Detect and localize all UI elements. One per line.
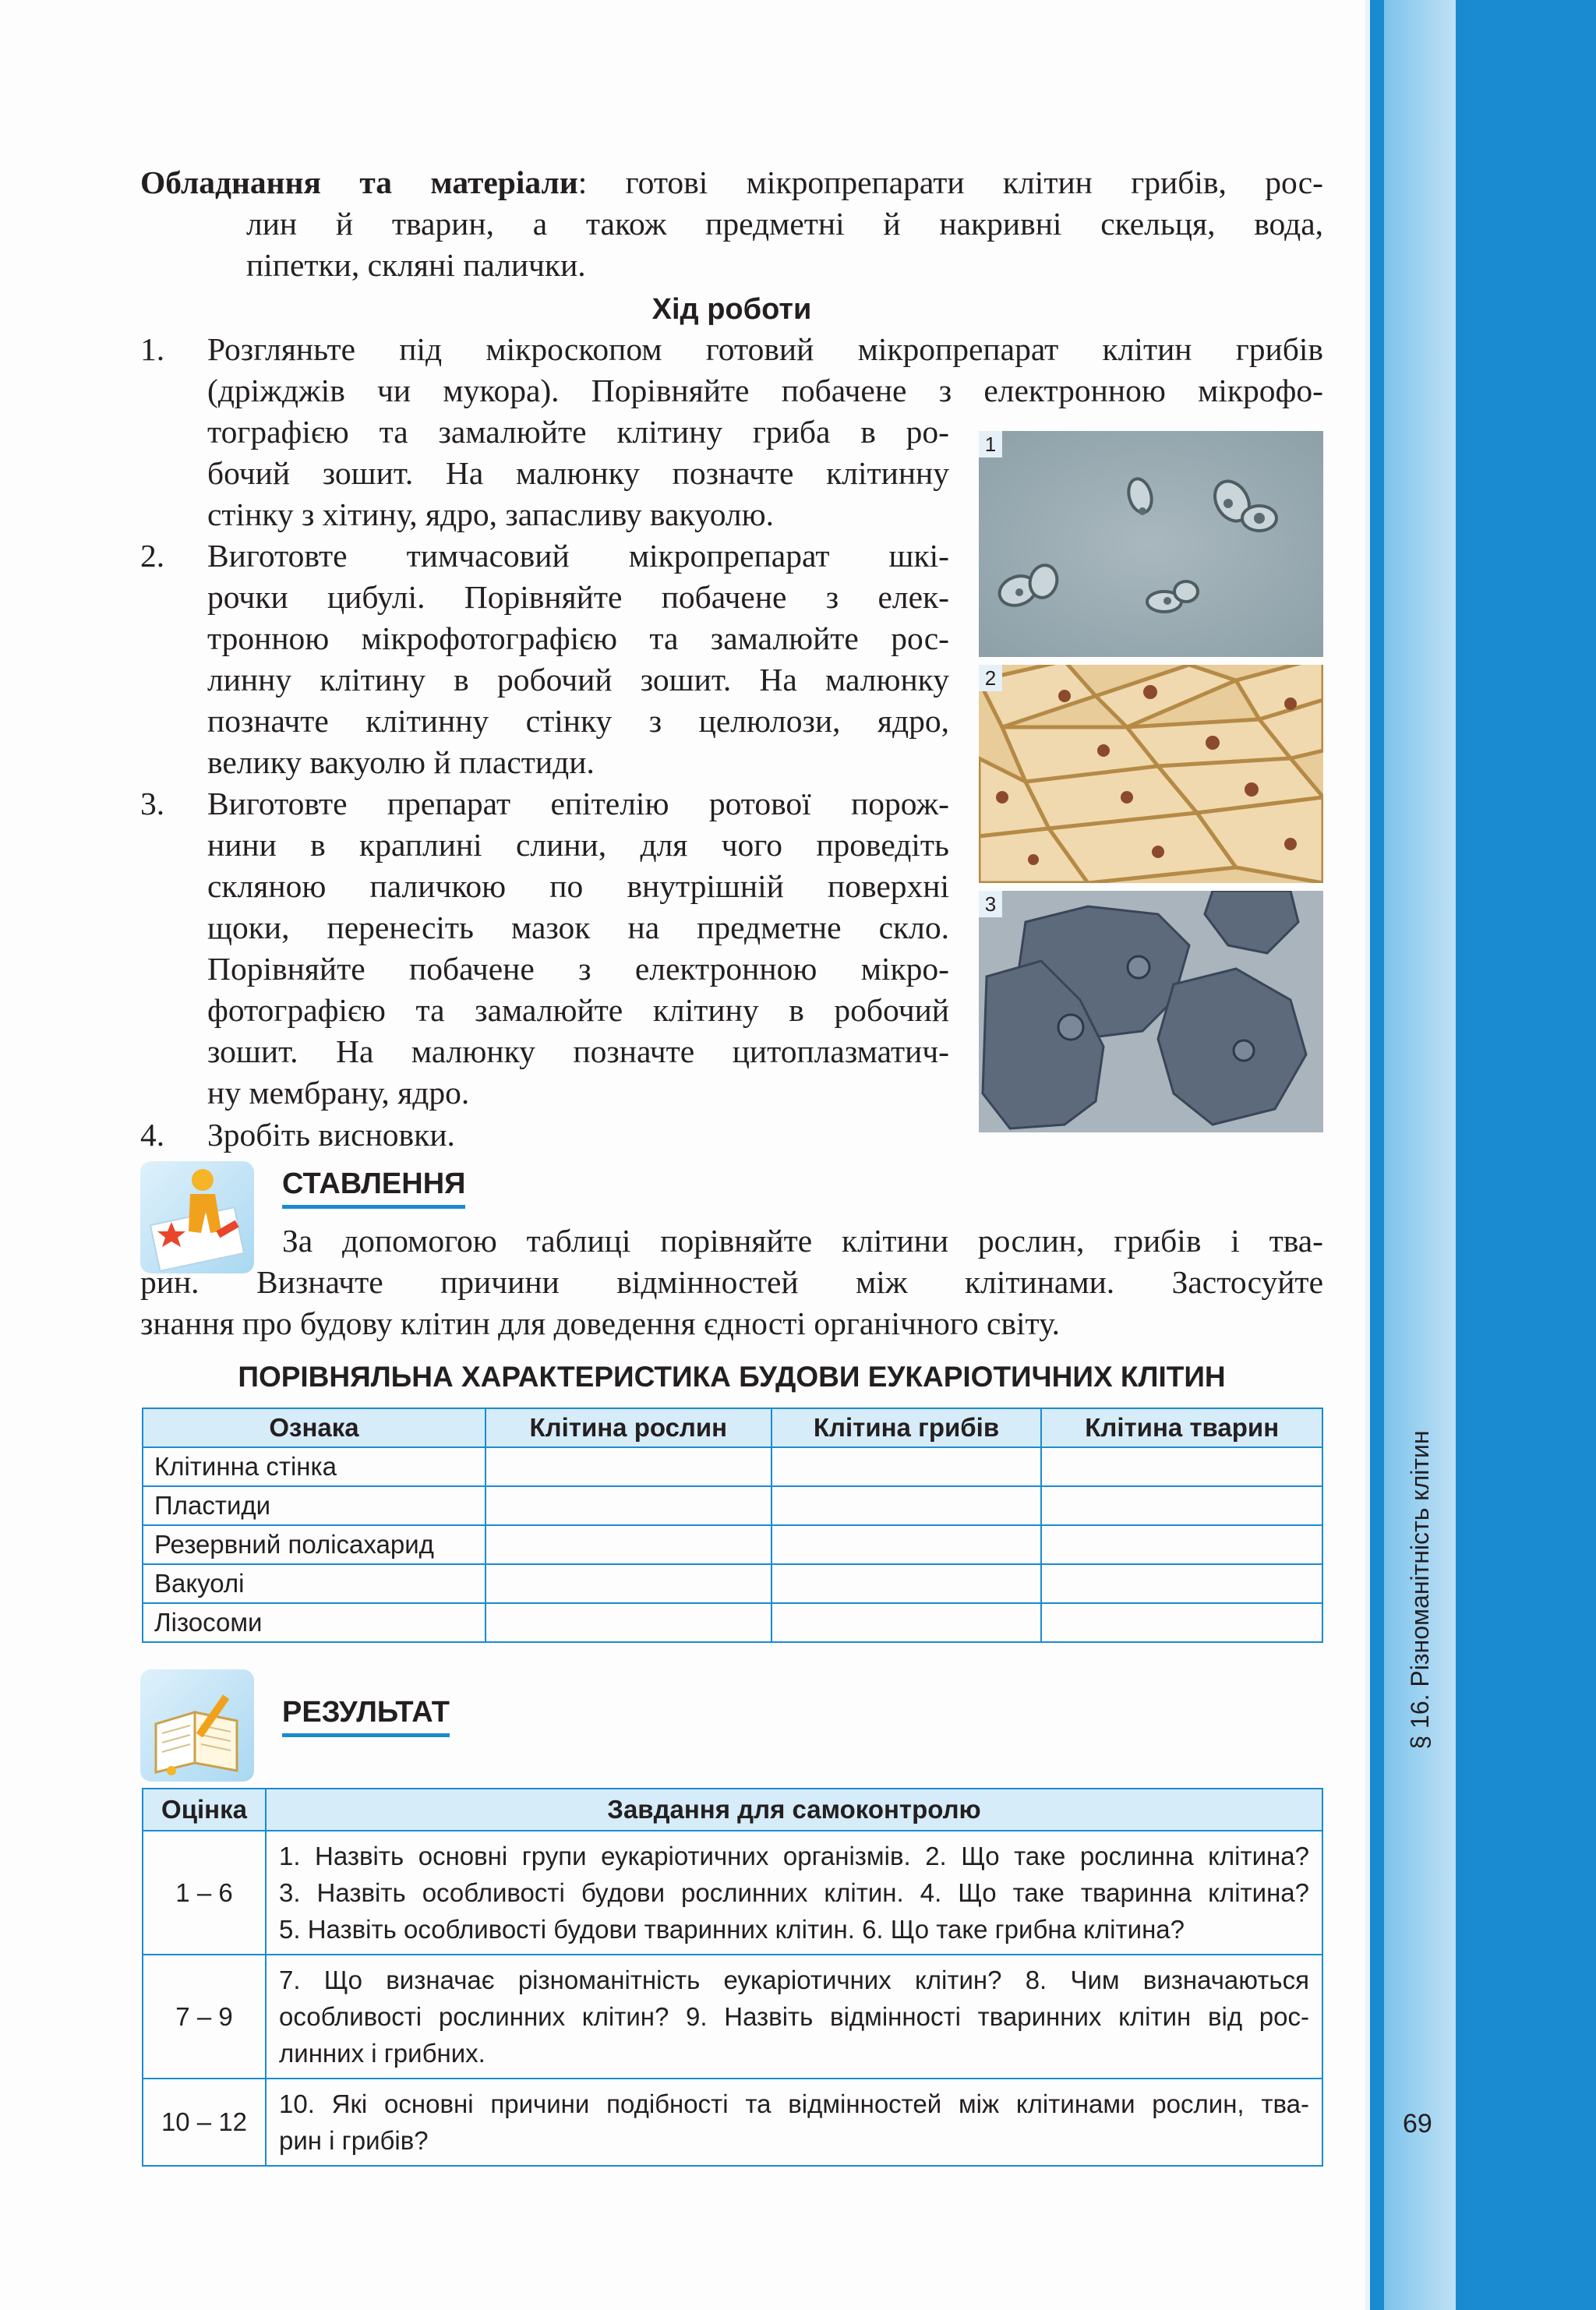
step-line: зошит. На малюнку позначте цитоплазматич- [207,1033,949,1069]
step-line: велику вакуолю й пластиди. [207,744,595,780]
equipment-label: Обладнання та матеріали [140,164,578,200]
table-cell [772,1564,1042,1603]
step-number: 2. [140,538,165,574]
table-row [143,1564,1322,1603]
micrograph-yeast-cells [979,431,1323,657]
table-row [143,1831,1322,1955]
attitude-line: рин. Визначте причини відмінностей між клітинами. Застосуйте [140,1264,1323,1300]
table-cell [772,1603,1042,1642]
photo-label: 3 [979,891,1002,917]
column-header: Завдання для самоконтролю [266,1789,1322,1831]
step-number: 1. [140,331,165,367]
grade-cell: 7 – 9 [143,1955,266,2079]
step-number: 4. [140,1117,165,1153]
task-line: 1. Назвіть основні групи еукаріотичних організмів. 2. Що таке рослинна клітина? [279,1842,1309,1870]
procedure-step-2 [140,535,949,783]
result-icon [140,1669,254,1782]
table-cell [1041,1525,1322,1564]
step-line: Розгляньте під мікроскопом готовий мікропрепарат клітин грибів [207,331,1323,367]
procedure-step-3 [140,783,949,1114]
step-line: Порівняйте побачене з електронною мікро- [207,951,949,987]
grade-cell: 1 – 6 [143,1831,266,1955]
table-row [143,1525,1322,1564]
step-line: линну клітину в робочий зошит. На малюнку [207,662,949,698]
sidebar-band [1384,0,1456,2310]
column-header: Ознака [143,1408,486,1447]
row-label: Клітинна стінка [143,1447,486,1486]
micrograph-epithelial-cells [979,891,1323,1132]
equipment-line: піпетки, скляні палички. [246,247,586,283]
task-line: 3. Назвіть особливості будови рослинних клітин. 4. Що таке тваринна клітина? [279,1878,1309,1907]
attitude-line: знання про будову клітин для доведення єдності органічного світу. [140,1305,1061,1341]
tasks-cell [266,1955,1322,2079]
sidebar-strip [1370,0,1384,2310]
photo-label: 1 [979,431,1002,457]
procedure-heading: Хід роботи [651,293,812,326]
table-header-row [143,1408,1322,1447]
step-line: Виготовте препарат епітелію ротової порож- [207,786,949,821]
step-line: (дріжджів чи мукора). Порівняйте побачене з електронною мікрофо- [207,373,1323,408]
row-label: Пластиди [143,1486,486,1525]
table-cell [1041,1603,1322,1642]
equipment-line: лин й тварин, а також предметні й накривні скельця, вода, [246,206,1323,242]
result-heading: РЕЗУЛЬТАТ [282,1694,450,1737]
column-header: Клітина тварин [1041,1408,1322,1447]
table-row [143,1955,1322,2079]
table-cell [1041,1486,1322,1525]
table-row [143,1603,1322,1642]
step-line: фотографією та замалюйте клітину в робочий [207,992,949,1028]
step-number: 3. [140,786,165,821]
section-title-vertical: § 16. Різноманітність клітин [1406,1430,1434,1750]
column-header: Клітина грибів [772,1408,1042,1447]
table-cell [772,1486,1042,1525]
step-line: позначте клітинну стінку з целюлози, ядро, [207,703,949,739]
task-line: особливості рослинних клітин? 9. Назвіть відмінності тваринних клітин від рос- [279,2002,1309,2031]
equipment-paragraph [140,162,1323,286]
self-check-table [142,1788,1323,2167]
table-cell [1041,1564,1322,1603]
attitude-paragraph [140,1220,1323,1344]
sidebar-edge [1456,0,1596,2310]
step-line: рочки цибулі. Порівняйте побачене з елек- [207,579,949,615]
task-line: линних і грибних. [279,2039,486,2068]
attitude-heading: СТАВЛЕННЯ [282,1166,465,1209]
task-line: 7. Що визначає різноманітність еукаріотичних клітин? 8. Чим визначаються [279,1966,1309,1994]
table-cell [772,1525,1042,1564]
table-row [143,1486,1322,1525]
task-line: 5. Назвіть особливості будови тваринних клітин. 6. Що таке грибна клітина? [279,1915,1185,1944]
step-line: щоки, перенесіть мазок на предметне скло. [207,910,949,945]
table-cell [486,1564,772,1603]
table-cell [486,1525,772,1564]
table-row [143,1447,1322,1486]
step-line: тографією та замалюйте клітину гриба в ро- [207,414,949,450]
page-number: 69 [1403,2109,1432,2139]
table-cell [486,1486,772,1525]
procedure-step-4 [140,1114,949,1156]
step-line: стінку з хітину, ядро, запасливу вакуолю. [207,496,774,532]
micrograph-onion-cells [979,665,1323,883]
tasks-cell [266,1831,1322,1955]
table-header-row [143,1789,1322,1831]
grade-cell: 10 – 12 [143,2079,266,2166]
comparison-table [142,1408,1323,1643]
row-label: Лізосоми [143,1603,486,1642]
step-line: ну мембрану, ядро. [207,1075,470,1111]
step-line: Виготовте тимчасовий мікропрепарат шкі- [207,538,949,574]
row-label: Вакуолі [143,1564,486,1603]
column-header: Клітина рослин [486,1408,772,1447]
equipment-line: : готові мікропрепарати клітин грибів, рос- [577,164,1323,200]
table-row [143,2079,1322,2166]
step-line: тронною мікрофотографією та замалюйте рос- [207,620,949,656]
table-cell [1041,1447,1322,1486]
photo-label: 2 [979,665,1002,691]
row-label: Резервний полісахарид [143,1525,486,1564]
step-line: Зробіть висновки. [207,1117,455,1153]
comparison-table-title: ПОРІВНЯЛЬНА ХАРАКТЕРИСТИКА БУДОВИ ЕУКАРІОТИЧНИХ КЛІТИН [238,1361,1226,1393]
attitude-line: За допомогою таблиці порівняйте клітини рослин, грибів і тва- [282,1223,1323,1259]
table-cell [772,1447,1042,1486]
table-cell [486,1447,772,1486]
step-line: нини в краплині слини, для чого проведіть [207,827,949,863]
tasks-cell [266,2079,1322,2166]
task-line: 10. Які основні причини подібності та відмінностей між клітинами рослин, тва- [279,2089,1309,2118]
table-cell [486,1603,772,1642]
step-line: скляною паличкою по внутрішній поверхні [207,868,949,904]
task-line: рин і грибів? [279,2126,429,2155]
step-line: бочий зошит. На малюнку позначте клітинну [207,455,949,491]
column-header: Оцінка [143,1789,266,1831]
